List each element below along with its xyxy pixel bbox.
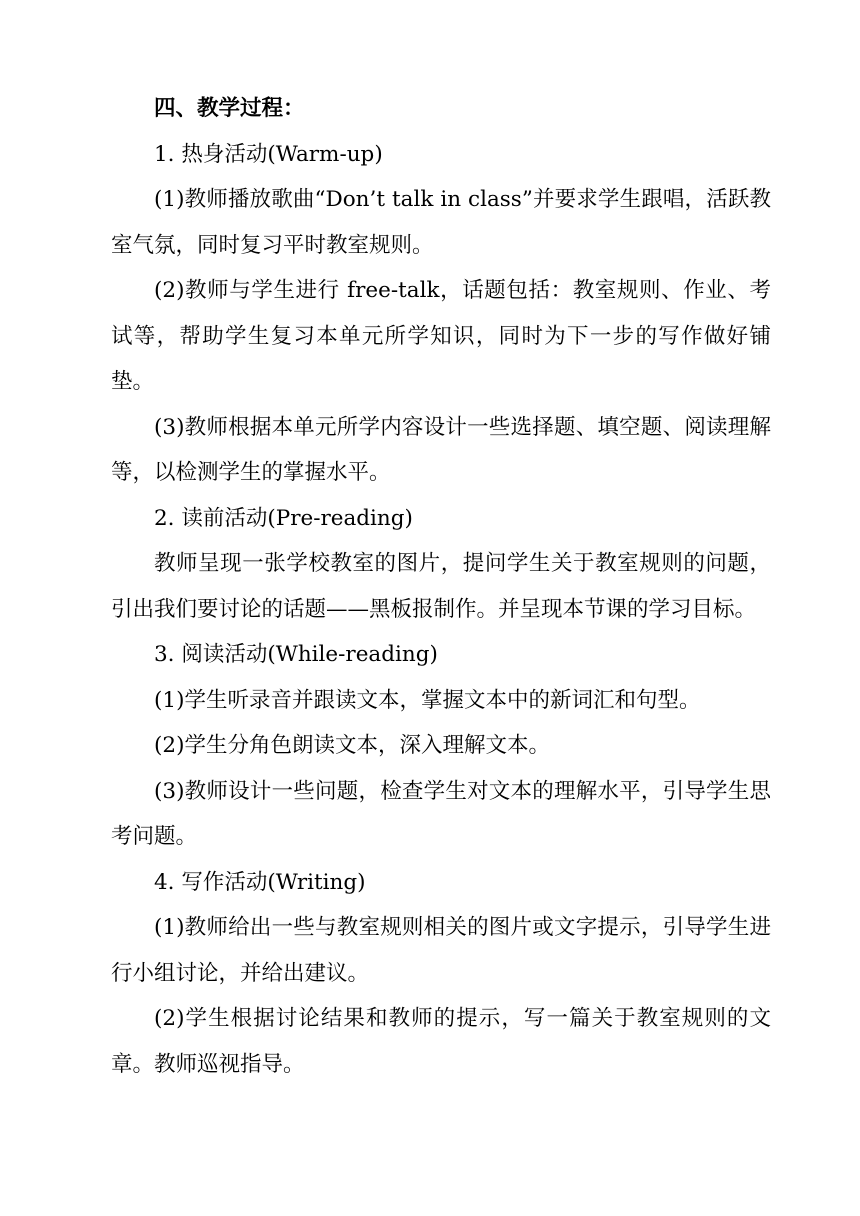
step-heading-warm-up: 1. 热身活动(Warm-up) (154, 141, 383, 167)
paragraph: (3)教师设计一些问题，检查学生对文本的理解水平，引导学生思考问题。 (111, 778, 771, 849)
paragraph: (2)学生分角色朗读文本，深入理解文本。 (154, 733, 550, 758)
paragraph: (1)教师播放歌曲“Don’t talk in class”并要求学生跟唱，活跃教室气氛，同时复习平时教室规则。 (111, 187, 771, 258)
step-heading-while-reading: 3. 阅读活动(While-reading) (154, 642, 438, 667)
paragraph: (1)教师给出一些与教室规则相关的图片或文字提示，引导学生进行小组讨论，并给出建议。 (111, 915, 771, 986)
paragraph: (2)教师与学生进行 free-talk，话题包括：教室规则、作业、考试等，帮助学生复习本单元所学知识，同时为下一步的写作做好铺垫。 (111, 278, 771, 394)
step-heading-pre-reading: 2. 读前活动(Pre-reading) (154, 505, 413, 531)
step-heading-writing: 4. 写作活动(Writing) (154, 869, 366, 895)
paragraph: (2)学生根据讨论结果和教师的提示，写一篇关于教室规则的文章。教师巡视指导。 (111, 1006, 771, 1077)
paragraph: (1)学生听录音并跟读文本，掌握文本中的新词汇和句型。 (154, 687, 701, 713)
document-page (111, 86, 771, 1087)
paragraph: 教师呈现一张学校教室的图片，提问学生关于教室规则的问题，引出我们要讨论的话题——黑板报制作。并呈现本节课的学习目标。 (111, 551, 771, 622)
section-heading: 四、教学过程： (154, 96, 305, 121)
paragraph: (3)教师根据本单元所学内容设计一些选择题、填空题、阅读理解等，以检测学生的掌握水平。 (111, 414, 771, 485)
